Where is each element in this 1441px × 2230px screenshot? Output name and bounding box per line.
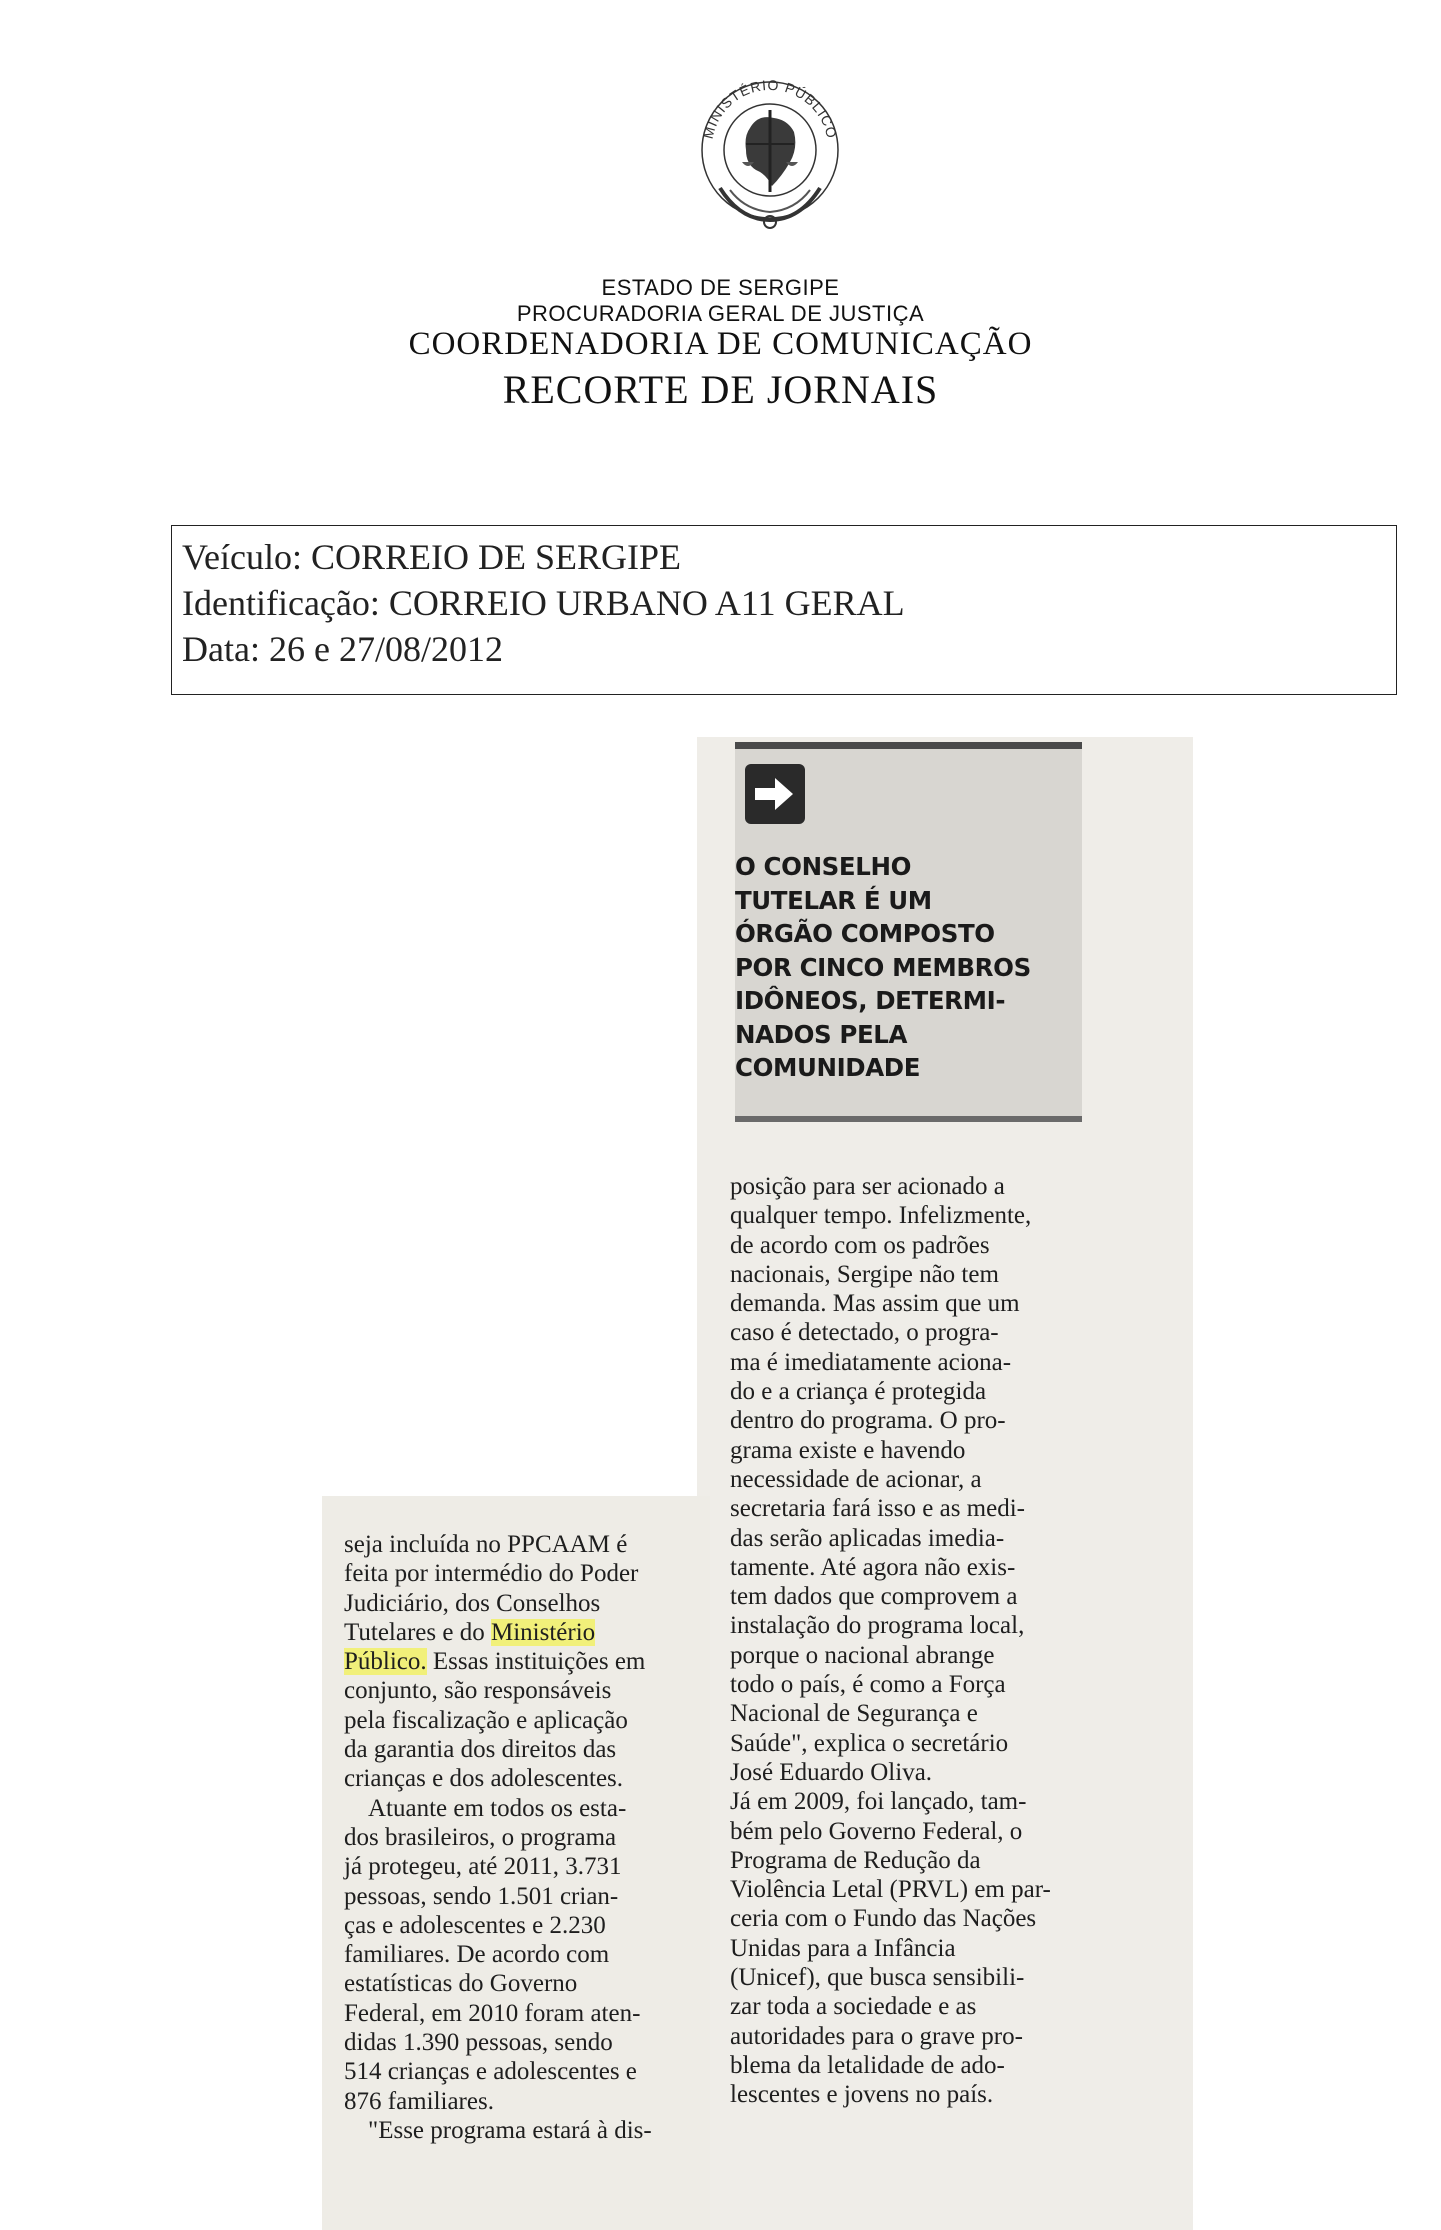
article-line: das serão aplicadas imedia- [730,1524,1005,1552]
callout-line: IDÔNEOS, DETERMI- [735,986,1006,1015]
callout-line: POR CINCO MEMBROS [735,952,1031,982]
article-line: Violência Letal (PRVL) em par- [730,1876,1051,1904]
article-line: todo o país, é como a Força [730,1671,1006,1699]
article-line: nacionais, Sergipe não tem [730,1260,999,1288]
article-line: Judiciário, dos Conselhos [344,1589,601,1617]
data-line: Data: 26 e 27/08/2012 [182,629,503,669]
article-line: pessoas, sendo 1.501 crian- [344,1882,619,1910]
article-line: 876 familiares. [344,2087,494,2115]
article-line: didas 1.390 pessoas, sendo [344,2029,613,2057]
article-line: demanda. Mas assim que um [730,1290,1020,1318]
article-line: tem dados que comprovem a [730,1583,1018,1611]
article-line: Saúde", explica o secretário [730,1729,1009,1757]
article-line: ças e adolescentes e 2.230 [344,1911,606,1939]
article-line: qualquer tempo. Infelizmente, [730,1202,1032,1230]
article-text: Tutelares e do [344,1618,491,1646]
article-line: porque o nacional abrange [730,1641,995,1669]
svg-text:MINISTÉRIO PÚBLICO: MINISTÉRIO PÚBLICO [699,76,841,141]
callout-line: TUTELAR É UM [735,885,932,915]
article-line: dos brasileiros, o programa [344,1823,617,1851]
article-line [344,1647,714,1676]
callout-line: ÓRGÃO COMPOSTO [735,919,995,948]
article-line: Nacional de Segurança e [730,1700,978,1728]
arrow-right-icon [745,764,805,824]
callout-top-rule [735,742,1082,749]
article-line: secretaria fará isso e as medi- [730,1495,1025,1523]
article-line: lescentes e jovens no país. [730,2081,994,2109]
callout-line: COMUNIDADE [735,1053,921,1082]
article-line: da garantia dos direitos das [344,1736,617,1764]
article-line: Já em 2009, foi lançado, tam- [730,1788,1027,1816]
callout-text [735,850,1080,1085]
article-line: ma é imediatamente aciona- [730,1348,1012,1376]
article-line: de acordo com os padrões [730,1231,990,1259]
article-line: bém pelo Governo Federal, o [730,1817,1023,1845]
article-line: zar toda a sociedade e as [730,1993,977,2021]
pull-quote-box [735,742,1082,1122]
article-line: pela fiscalização e aplicação [344,1706,628,1734]
article-line: 514 crianças e adolescentes e [344,2058,637,2086]
article-line: autoridades para o grave pro- [730,2022,1023,2050]
clipping-info-box [171,525,1397,695]
article-line: instalação do programa local, [730,1612,1025,1640]
ministerio-publico-seal [690,70,850,240]
article-line: ceria com o Fundo das Nações [730,1905,1037,1933]
article-line: caso é detectado, o progra- [730,1319,999,1347]
coordenadoria-title: COORDENADORIA DE COMUNICAÇÃO [408,326,1033,362]
article-line: posição para ser acionado a [730,1173,1005,1200]
article-line: Programa de Redução da [730,1846,981,1874]
state-name: ESTADO DE SERGIPE [601,275,840,300]
article-line: seja incluída no PPCAAM é [344,1531,628,1558]
callout-line: O CONSELHO [735,852,911,881]
article-column-right [730,1172,1120,2110]
article-line: blema da letalidade de ado- [730,2051,1005,2079]
article-line [344,1618,714,1647]
veiculo-line: Veículo: CORREIO DE SERGIPE [182,537,681,577]
highlighted-text: Público. [344,1648,427,1676]
article-line: Federal, em 2010 foram aten- [344,1999,641,2027]
identificacao-line: Identificação: CORREIO URBANO A11 GERAL [182,583,905,623]
callout-bottom-rule [735,1116,1082,1122]
article-line: (Unicef), que busca sensibili- [730,1964,1025,1992]
article-line: crianças e dos adolescentes. [344,1765,624,1793]
article-line: familiares. De acordo com [344,1941,610,1969]
callout-line: NADOS PELA [735,1019,908,1049]
article-line: Atuante em todos os esta- [368,1794,627,1822]
highlighted-text: Ministério [490,1618,596,1646]
article-line: grama existe e havendo [730,1436,966,1464]
article-line: feita por intermédio do Poder [344,1560,639,1588]
article-text: Essas instituições em [426,1648,646,1676]
article-column-left [344,1530,714,2145]
article-line: conjunto, são responsáveis [344,1677,612,1705]
article-line: do e a criança é protegida [730,1378,987,1406]
article-line: José Eduardo Oliva. [730,1758,933,1786]
article-line: tamente. Até agora não exis- [730,1553,1016,1581]
document-title: RECORTE DE JORNAIS [502,367,939,412]
article-line: necessidade de acionar, a [730,1465,982,1493]
article-line: estatísticas do Governo [344,1970,578,1998]
article-line: "Esse programa estará à dis- [368,2116,652,2144]
article-line: já protegeu, até 2011, 3.731 [344,1853,622,1881]
article-line: dentro do programa. O pro- [730,1407,1006,1435]
article-line: Unidas para a Infância [730,1934,956,1962]
procuradoria-name: PROCURADORIA GERAL DE JUSTIÇA [516,301,925,326]
